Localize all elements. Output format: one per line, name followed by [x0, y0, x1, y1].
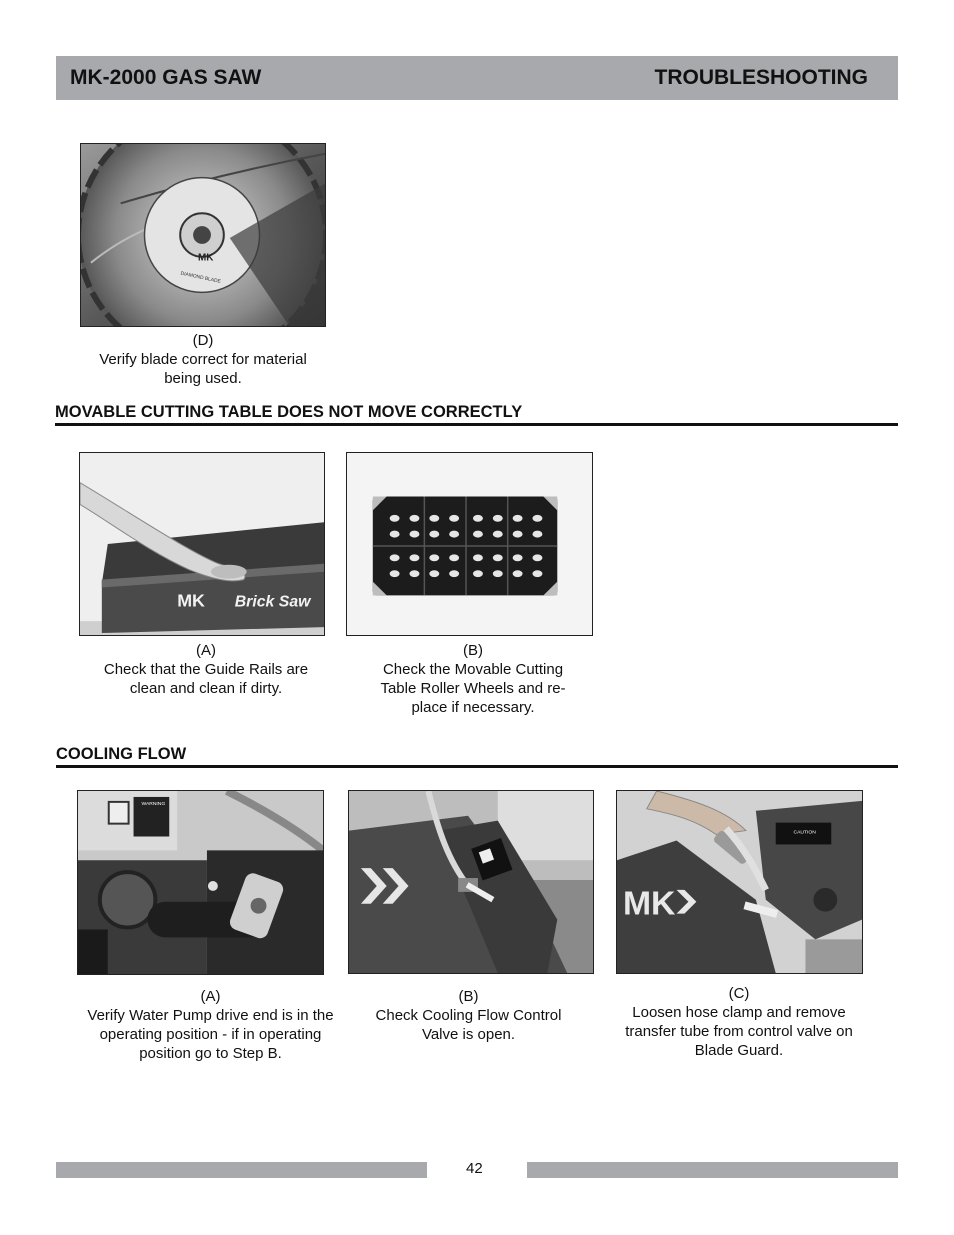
brand-mark: MK — [177, 590, 205, 611]
photo-water-pump — [77, 790, 324, 975]
caption-line: Blade Guard. — [694, 1042, 784, 1059]
caption-flow-valve — [348, 987, 589, 1044]
header-bar — [56, 56, 898, 100]
photo-hose-clamp — [616, 790, 863, 974]
caption-blade — [80, 331, 326, 388]
photo-flow-valve — [348, 790, 594, 974]
caption-guide-rails — [79, 641, 333, 698]
footer-bar-right — [527, 1162, 898, 1178]
caption-roller-table — [346, 641, 600, 717]
section-rule — [55, 423, 898, 426]
caption-letter: (B) — [458, 988, 479, 1005]
photo-guide-rails — [79, 452, 325, 636]
caption-line: transfer tube from control valve on — [625, 1023, 853, 1040]
photo-roller-table — [346, 452, 593, 636]
caption-line: Check the Movable Cutting — [382, 661, 564, 678]
photo-blade — [80, 143, 326, 327]
caption-line: Check Cooling Flow Control — [375, 1007, 562, 1024]
caption-line: Verify blade correct for material — [99, 351, 307, 368]
warning-label: WARNING — [141, 801, 166, 807]
caption-line: clean and clean if dirty. — [129, 680, 283, 697]
brand-mark: MK — [622, 885, 676, 923]
caption-water-pump — [70, 987, 351, 1063]
caption-letter: (A) — [196, 642, 216, 659]
caption-line: position go to Step B. — [139, 1045, 282, 1062]
brand-text: Brick Saw — [234, 593, 311, 611]
section-heading-cooling: COOLING FLOW — [56, 745, 187, 763]
caption-line: operating position - if in operating — [99, 1026, 322, 1043]
caption-letter: (A) — [200, 988, 221, 1005]
blade-label: DIAMOND BLADE — [179, 271, 222, 285]
footer-bar-left — [56, 1162, 427, 1178]
caption-line: Check that the Guide Rails are — [103, 661, 309, 678]
blade-logo: MK — [198, 252, 214, 264]
page-number: 42 — [466, 1160, 483, 1177]
caption-line: Table Roller Wheels and re- — [380, 680, 566, 697]
header-title-right: TROUBLESHOOTING — [654, 66, 868, 89]
caution-label: CAUTION — [793, 830, 816, 836]
caption-letter: (C) — [728, 985, 750, 1002]
caption-letter: (B) — [463, 642, 483, 659]
section-heading-table: MOVABLE CUTTING TABLE DOES NOT MOVE CORRECTLY — [55, 403, 523, 421]
caption-line: Verify Water Pump drive end is in the — [87, 1007, 334, 1024]
header-title-left: MK-2000 GAS SAW — [70, 66, 262, 89]
caption-line: Valve is open. — [421, 1026, 516, 1043]
caption-hose-clamp — [612, 984, 866, 1060]
caption-line: being used. — [164, 370, 242, 387]
caption-line: Loosen hose clamp and remove — [632, 1004, 846, 1021]
section-rule — [56, 765, 898, 768]
caption-line: place if necessary. — [411, 699, 535, 716]
caption-letter: (D) — [192, 332, 214, 349]
